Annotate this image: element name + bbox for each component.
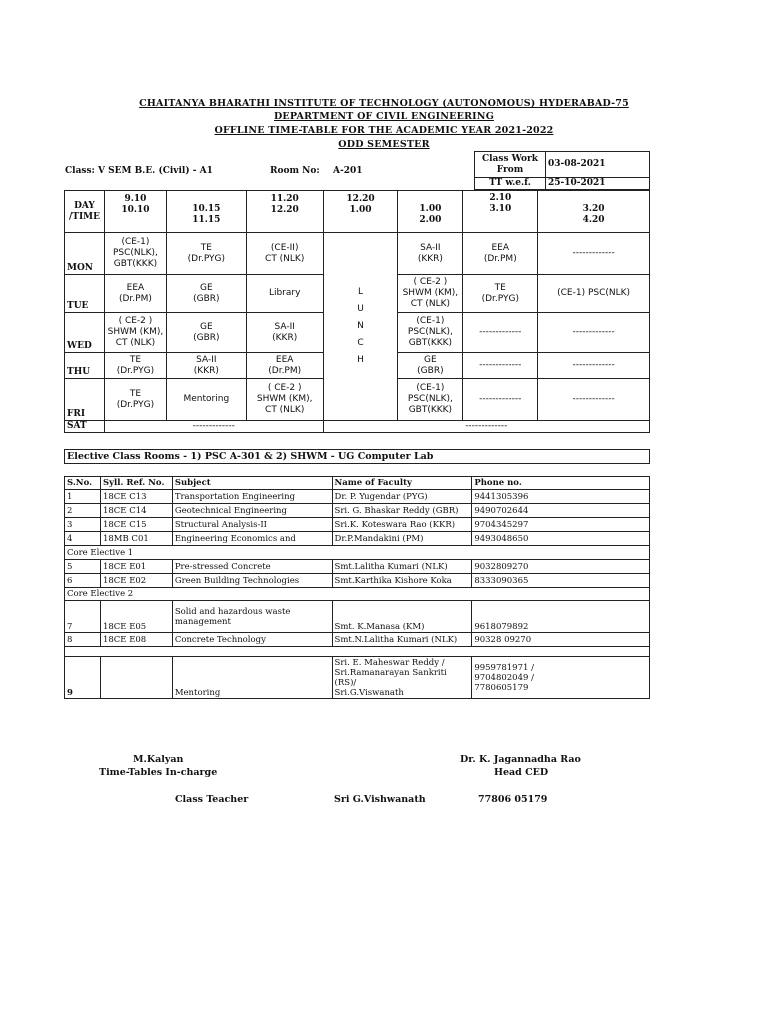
- subject-multiline: Solid and hazardous waste management: [172, 601, 332, 633]
- class-teacher-name: Sri G.Vishwanath: [334, 794, 426, 805]
- spacer-row: [65, 647, 650, 657]
- day-mon: MON: [65, 233, 105, 275]
- semester-title: ODD SEMESTER: [338, 139, 430, 150]
- table-row: 5 18CE E01 Pre-stressed Concrete Smt.Lalitha Kumari (NLK) 9032809270: [65, 560, 650, 574]
- slot-start: 12.20: [346, 194, 375, 204]
- class-work-value: 03-08-2021: [546, 152, 650, 178]
- slot-start: 9.10: [124, 194, 147, 204]
- tue-slot-6: TE (Dr.PYG): [463, 275, 538, 313]
- class-work-box: [474, 151, 650, 190]
- slot-start: 11.20: [270, 194, 299, 204]
- mon-slot-3: (CE-II) CT (NLK): [246, 233, 323, 275]
- corner-day: DAY: [74, 200, 95, 211]
- subjects-table: [64, 476, 650, 699]
- day-thu: THU: [65, 353, 105, 379]
- tue-slot-1: EEA (Dr.PM): [104, 275, 166, 313]
- core-elective-1-label: Core Elective 1: [65, 546, 650, 560]
- slot-6: [463, 191, 538, 233]
- mon-slot-2: TE (Dr.PYG): [166, 233, 246, 275]
- class-teacher-phone: 77806 05179: [478, 794, 548, 805]
- table-row: 7 18CE E05 Solid and hazardous waste management Smt. K.Manasa (KM) 9618079892: [65, 601, 650, 633]
- col-subject: Subject: [172, 477, 332, 490]
- mon-slot-7: -------------: [538, 233, 650, 275]
- elective-rooms-text: Elective Class Rooms - 1) PSC A-301 & 2) SHWM - UG Computer Lab: [65, 450, 650, 464]
- institute-title: CHAITANYA BHARATHI INSTITUTE OF TECHNOLOGY (AUTONOMOUS) HYDERABAD-75: [139, 98, 629, 109]
- fri-slot-1: TE (Dr.PYG): [104, 379, 166, 421]
- room-value: A-201: [333, 166, 363, 176]
- slot-start: 1.00: [419, 203, 442, 214]
- table-row: 3 18CE C15 Structural Analysis-II Sri.K. Koteswara Rao (KKR) 9704345297: [65, 518, 650, 532]
- fri-slot-7: -------------: [538, 379, 650, 421]
- slot-end: 11.15: [192, 214, 221, 225]
- col-phone: Phone no.: [472, 477, 650, 490]
- col-faculty: Name of Faculty: [332, 477, 472, 490]
- thu-slot-5: GE (GBR): [398, 353, 463, 379]
- sat-morning: -------------: [104, 421, 323, 433]
- mon-slot-6: EEA (Dr.PM): [463, 233, 538, 275]
- thu-slot-6: -------------: [463, 353, 538, 379]
- slot-end: 2.00: [419, 214, 442, 225]
- slot-3: [246, 191, 323, 233]
- table-row: 9 Mentoring Sri. E. Maheswar Reddy / Sri.Ramanarayan Sankriti (RS)/ Sri.G.Viswanath 9959781971 / 9704802049 / 7780605179: [65, 657, 650, 699]
- day-tue: TUE: [65, 275, 105, 313]
- thu-slot-3: EEA (Dr.PM): [246, 353, 323, 379]
- core-elective-2-label: Core Elective 2: [65, 588, 650, 601]
- wed-slot-7: -------------: [538, 313, 650, 353]
- class-label: Class: V SEM B.E. (Civil) - A1: [65, 166, 213, 176]
- table-row: 6 18CE E02 Green Building Technologies Smt.Karthika Kishore Koka 8333090365: [65, 574, 650, 588]
- lunch-break: L U N C H: [323, 233, 398, 421]
- tt-wef-value: 25-10-2021: [546, 178, 650, 190]
- subjects-header-row: [65, 477, 650, 490]
- fri-slot-3: ( CE-2 ) SHWM (KM), CT (NLK): [246, 379, 323, 421]
- slot-end: 12.20: [270, 205, 299, 215]
- elective-rooms-box: [64, 449, 650, 464]
- tue-slot-5: ( CE-2 ) SHWM (KM), CT (NLK): [398, 275, 463, 313]
- slot-4: [323, 191, 398, 233]
- tue-slot-3: Library: [246, 275, 323, 313]
- tue-slot-2: GE (GBR): [166, 275, 246, 313]
- incharge-role: Time-Tables In-charge: [99, 767, 218, 778]
- row-mon: [65, 233, 650, 275]
- table-row: 1 18CE C13 Transportation Engineering Dr. P. Yugendar (PYG) 9441305396: [65, 490, 650, 504]
- day-time-corner: [65, 191, 105, 233]
- wed-slot-1: ( CE-2 ) SHWM (KM), CT (NLK): [104, 313, 166, 353]
- head-role: Head CED: [494, 767, 549, 778]
- slot-5: [398, 191, 463, 233]
- slot-start: 10.15: [192, 203, 221, 214]
- core-elective-2-row: [65, 588, 650, 601]
- fri-slot-5: (CE-1) PSC(NLK), GBT(KKK): [398, 379, 463, 421]
- core-elective-1-row: [65, 546, 650, 560]
- wed-slot-3: SA-II (KKR): [246, 313, 323, 353]
- slot-start: 3.20: [582, 203, 605, 214]
- class-work-label: Class Work From: [475, 152, 546, 178]
- tue-slot-7: (CE-1) PSC(NLK): [538, 275, 650, 313]
- wed-slot-2: GE (GBR): [166, 313, 246, 353]
- mentors-phones: 9959781971 / 9704802049 / 7780605179: [472, 657, 650, 699]
- tt-wef-label: TT w.e.f.: [475, 178, 546, 190]
- thu-slot-2: SA-II (KKR): [166, 353, 246, 379]
- col-ref: Syll. Ref. No.: [100, 477, 172, 490]
- corner-time: /TIME: [68, 211, 100, 222]
- department-title: DEPARTMENT OF CIVIL ENGINEERING: [273, 111, 495, 122]
- col-sno: S.No.: [65, 477, 101, 490]
- slot-7: [538, 191, 650, 233]
- timetable-title: OFFLINE TIME-TABLE FOR THE ACADEMIC YEAR 2021-2022: [214, 125, 554, 136]
- slot-2: [166, 191, 246, 233]
- day-wed: WED: [65, 313, 105, 353]
- fri-slot-2: Mentoring: [166, 379, 246, 421]
- slot-end: 10.10: [121, 205, 150, 215]
- day-fri: FRI: [65, 379, 105, 421]
- wed-slot-5: (CE-1) PSC(NLK), GBT(KKK): [398, 313, 463, 353]
- slot-end: 3.10: [489, 204, 512, 214]
- slot-end: 4.20: [582, 214, 605, 225]
- incharge-name: M.Kalyan: [133, 754, 184, 765]
- class-teacher-label: Class Teacher: [175, 794, 249, 805]
- wed-slot-6: -------------: [463, 313, 538, 353]
- table-row: 4 18MB C01 Engineering Economics and Dr.P.Mandakini (PM) 9493048650: [65, 532, 650, 546]
- thu-slot-7: -------------: [538, 353, 650, 379]
- thu-slot-1: TE (Dr.PYG): [104, 353, 166, 379]
- mentors-list: Sri. E. Maheswar Reddy / Sri.Ramanarayan Sankriti (RS)/ Sri.G.Viswanath: [332, 657, 472, 699]
- mon-slot-5: SA-II (KKR): [398, 233, 463, 275]
- table-row: 8 18CE E08 Concrete Technology Smt.N.Lalitha Kumari (NLK) 90328 09270: [65, 633, 650, 647]
- slot-start: 2.10: [489, 193, 512, 203]
- head-name: Dr. K. Jagannadha Rao: [460, 754, 581, 765]
- room-label: Room No:: [270, 166, 320, 176]
- mon-slot-1: (CE-1) PSC(NLK), GBT(KKK): [104, 233, 166, 275]
- sat-afternoon: -------------: [323, 421, 649, 433]
- slot-end: 1.00: [349, 205, 372, 215]
- table-row: 2 18CE C14 Geotechnical Engineering Sri. G. Bhaskar Reddy (GBR) 9490702644: [65, 504, 650, 518]
- time-header-row: [65, 191, 650, 233]
- row-sat: [65, 421, 650, 433]
- timetable-grid: [64, 190, 650, 433]
- fri-slot-6: -------------: [463, 379, 538, 421]
- slot-1: [104, 191, 166, 233]
- day-sat: SAT: [65, 421, 105, 433]
